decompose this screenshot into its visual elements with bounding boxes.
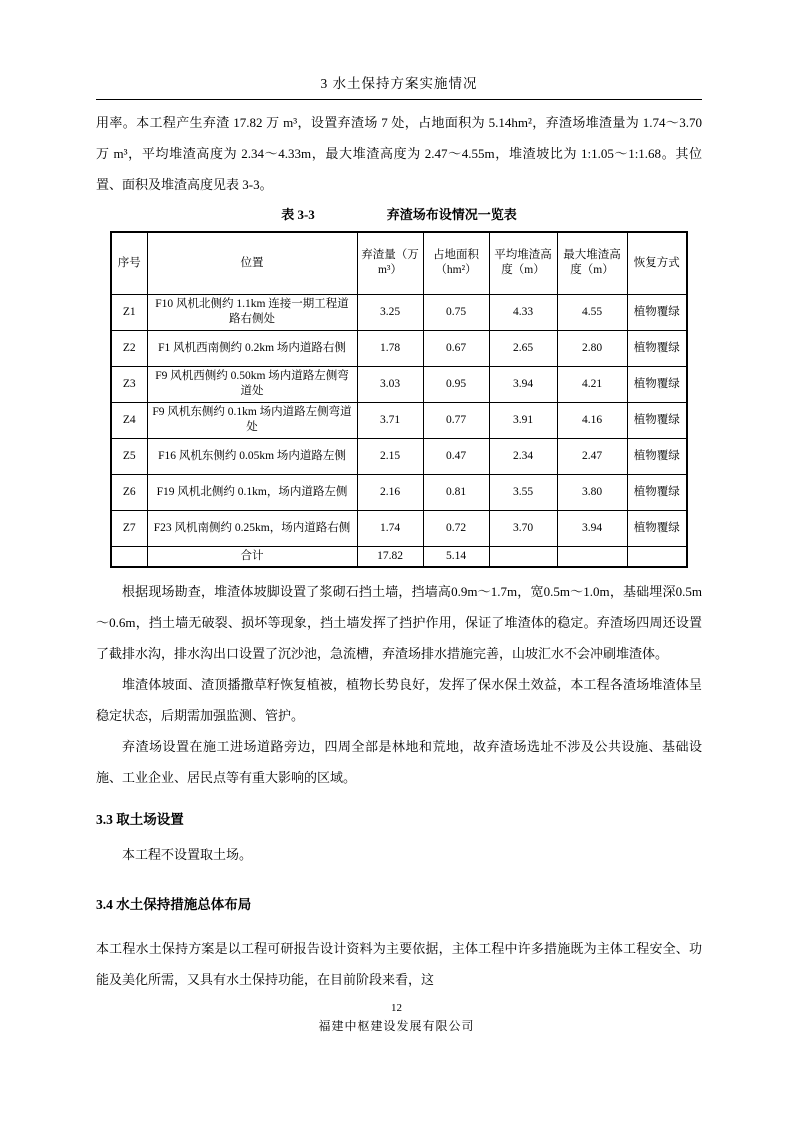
- table-caption-title: 弃渣场布设情况一览表: [386, 207, 517, 222]
- cell-location: F23 风机南侧约 0.25km，场内道路右侧: [147, 510, 357, 546]
- cell-volume: 2.15: [357, 438, 423, 474]
- cell-location: F9 风机东侧约 0.1km 场内道路左侧弯道处: [147, 402, 357, 438]
- cell-area: 0.72: [423, 510, 489, 546]
- cell-area: 0.77: [423, 402, 489, 438]
- table-total-row: [111, 546, 687, 567]
- cell-max-height: 4.55: [557, 294, 627, 330]
- cell-id: Z1: [111, 294, 147, 330]
- cell-area: 0.81: [423, 474, 489, 510]
- spoil-ground-table: [110, 231, 688, 568]
- cell-avg-height: 3.55: [489, 474, 557, 510]
- cell-recovery: 植物覆绿: [627, 438, 687, 474]
- table-row: [111, 294, 687, 330]
- cell-area: 0.67: [423, 330, 489, 366]
- cell-volume: 3.03: [357, 366, 423, 402]
- paragraph-overall-layout: 本工程水土保持方案是以工程可研报告设计资料为主要依据，主体工程中许多措施既为主体工程安全、功能及美化所需，又具有水土保持功能，在目前阶段来看，这: [96, 941, 702, 987]
- cell-id: Z3: [111, 366, 147, 402]
- empty-cell: [489, 546, 557, 567]
- empty-cell: [557, 546, 627, 567]
- cell-max-height: 3.80: [557, 474, 627, 510]
- cell-location: F19 风机北侧约 0.1km，场内道路左侧: [147, 474, 357, 510]
- total-volume-cell: 17.82: [357, 546, 423, 567]
- cell-id: Z2: [111, 330, 147, 366]
- table-row: [111, 330, 687, 366]
- empty-cell: [627, 546, 687, 567]
- total-area-cell: 5.14: [423, 546, 489, 567]
- paragraph-intro: 用率。本工程产生弃渣 17.82 万 m³，设置弃渣场 7 处，占地面积为 5.14hm²，弃渣场堆渣量为 1.74～3.70 万 m³，平均堆渣高度为 2.34～4.33m，最大堆渣高度为 2.47～4.55m，堆渣坡比为 1:1.05～1:1.68。其位置、面积及堆渣高度见表 3-3。: [96, 115, 702, 192]
- paragraph-no-borrow-pit: 本工程不设置取土场。: [122, 847, 253, 862]
- col-header-volume: 弃渣量（万m³）: [357, 232, 423, 294]
- page-number: 12: [391, 1002, 402, 1014]
- cell-volume: 2.16: [357, 474, 423, 510]
- paragraph-siting: 弃渣场设置在施工进场道路旁边，四周全部是林地和荒地，故弃渣场选址不涉及公共设施、基础设施、工业企业、居民点等有重大影响的区域。: [96, 739, 702, 785]
- cell-avg-height: 2.34: [489, 438, 557, 474]
- cell-max-height: 2.47: [557, 438, 627, 474]
- cell-avg-height: 3.70: [489, 510, 557, 546]
- table-row: [111, 510, 687, 546]
- paragraph-survey: 根据现场勘查，堆渣体坡脚设置了浆砌石挡土墙，挡墙高0.9m～1.7m，宽0.5m～1.0m，基础埋深0.5m～0.6m，挡土墙无破裂、损坏等现象，挡土墙发挥了挡护作用，保证了堆渣体的稳定。弃渣场四周还设置了截排水沟，排水沟出口设置了沉沙池，急流槽，弃渣场排水措施完善，山坡汇水不会冲刷堆渣体。: [96, 584, 702, 661]
- page-footer: [0, 1001, 793, 1036]
- col-header-max-height: 最大堆渣高度（m）: [557, 232, 627, 294]
- cell-area: 0.47: [423, 438, 489, 474]
- cell-location: F1 风机西南侧约 0.2km 场内道路右侧: [147, 330, 357, 366]
- table-row: [111, 438, 687, 474]
- cell-avg-height: 3.91: [489, 402, 557, 438]
- cell-recovery: 植物覆绿: [627, 330, 687, 366]
- paragraph-vegetation: 堆渣体坡面、渣顶播撒草籽恢复植被，植物长势良好，发挥了保水保土效益，本工程各渣场堆渣体呈稳定状态，后期需加强监测、管护。: [96, 677, 702, 723]
- cell-max-height: 2.80: [557, 330, 627, 366]
- cell-volume: 1.78: [357, 330, 423, 366]
- table-caption-label: 表 3-3: [281, 207, 315, 222]
- cell-recovery: 植物覆绿: [627, 510, 687, 546]
- total-label-cell: 合计: [147, 546, 357, 567]
- cell-recovery: 植物覆绿: [627, 366, 687, 402]
- table-caption: [96, 204, 702, 223]
- footer-company-name: 福建中枢建设发展有限公司: [318, 1019, 475, 1033]
- table-row: [111, 474, 687, 510]
- cell-max-height: 3.94: [557, 510, 627, 546]
- cell-location: F10 风机北侧约 1.1km 连接一期工程道路右侧处: [147, 294, 357, 330]
- section-heading-3-3: 3.3 取土场设置: [96, 812, 184, 827]
- col-header-seq: 序号: [111, 232, 147, 294]
- page-header-title: 3 水土保持方案实施情况: [320, 76, 478, 91]
- cell-avg-height: 3.94: [489, 366, 557, 402]
- page-content: [96, 72, 702, 995]
- cell-avg-height: 2.65: [489, 330, 557, 366]
- cell-id: Z6: [111, 474, 147, 510]
- cell-avg-height: 4.33: [489, 294, 557, 330]
- empty-cell: [111, 546, 147, 567]
- cell-max-height: 4.16: [557, 402, 627, 438]
- cell-max-height: 4.21: [557, 366, 627, 402]
- table-row: [111, 366, 687, 402]
- cell-location: F9 风机西侧约 0.50km 场内道路左侧弯道处: [147, 366, 357, 402]
- cell-area: 0.95: [423, 366, 489, 402]
- cell-area: 0.75: [423, 294, 489, 330]
- col-header-avg-height: 平均堆渣高度（m）: [489, 232, 557, 294]
- cell-recovery: 植物覆绿: [627, 474, 687, 510]
- table-row: [111, 402, 687, 438]
- col-header-area: 占地面积（hm²）: [423, 232, 489, 294]
- cell-volume: 3.25: [357, 294, 423, 330]
- cell-id: Z5: [111, 438, 147, 474]
- col-header-recovery: 恢复方式: [627, 232, 687, 294]
- cell-id: Z7: [111, 510, 147, 546]
- cell-recovery: 植物覆绿: [627, 294, 687, 330]
- cell-volume: 1.74: [357, 510, 423, 546]
- cell-id: Z4: [111, 402, 147, 438]
- section-heading-3-4: 3.4 水土保持措施总体布局: [96, 897, 252, 912]
- cell-recovery: 植物覆绿: [627, 402, 687, 438]
- cell-volume: 3.71: [357, 402, 423, 438]
- table-header-row: [111, 232, 687, 294]
- cell-location: F16 风机东侧约 0.05km 场内道路左侧: [147, 438, 357, 474]
- col-header-location: 位置: [147, 232, 357, 294]
- page-header: [96, 72, 702, 100]
